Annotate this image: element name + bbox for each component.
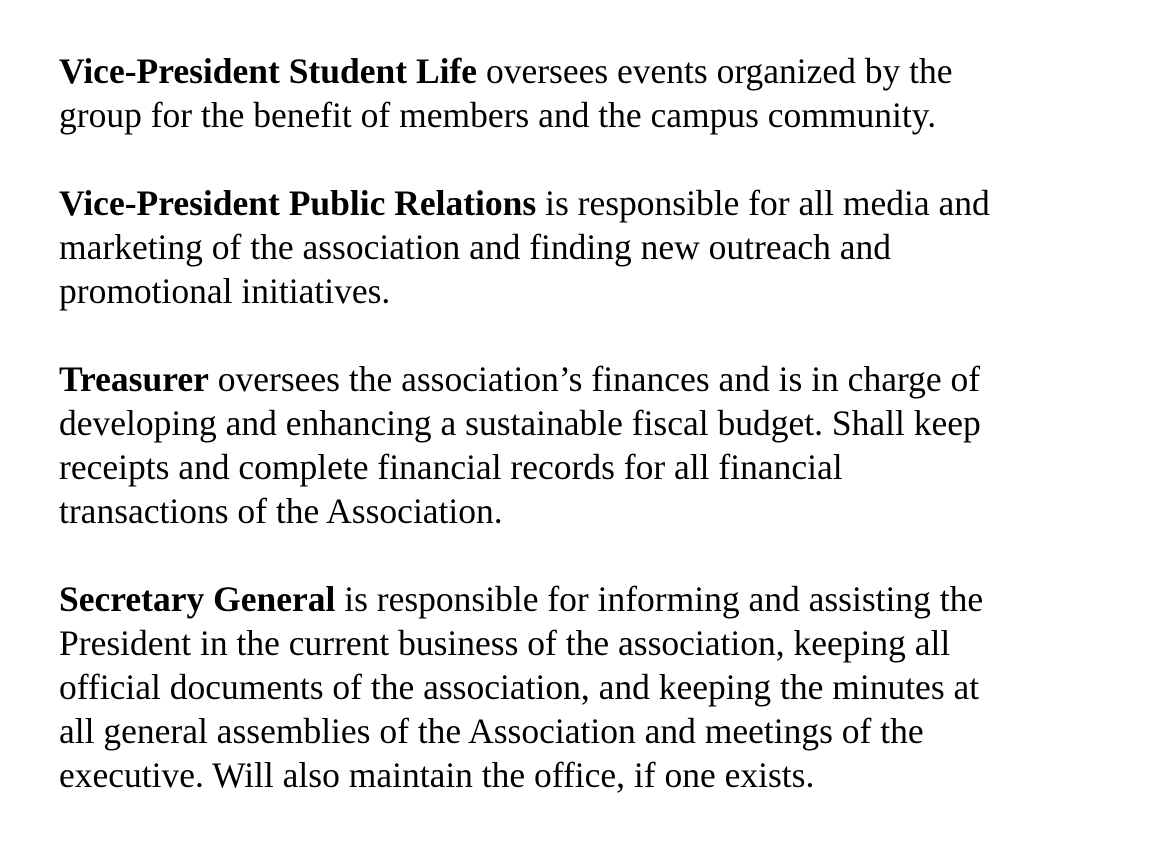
- paragraph-vp-public-relations: [59, 181, 1139, 313]
- text-line: executive. Will also maintain the office, if one exists.: [59, 755, 815, 795]
- role-description: is responsible for informing and assisting the: [335, 579, 984, 619]
- text-line: [59, 577, 1139, 621]
- text-line: receipts and complete financial records for all financial: [59, 447, 843, 487]
- text-line: [59, 357, 1139, 401]
- text-line: [59, 49, 1139, 93]
- text-line: official documents of the association, and keeping the minutes at: [59, 667, 980, 707]
- text-line: transactions of the Association.: [59, 491, 503, 531]
- text-line: promotional initiatives.: [59, 271, 391, 311]
- paragraph-treasurer: [59, 357, 1139, 533]
- text-line: all general assemblies of the Association and meetings of the: [59, 711, 924, 751]
- paragraph-vp-student-life: [59, 49, 1139, 137]
- role-description: is responsible for all media and: [536, 183, 990, 223]
- text-line: President in the current business of the association, keeping all: [59, 623, 951, 663]
- role-description: oversees events organized by the: [477, 51, 953, 91]
- text-line: group for the benefit of members and the campus community.: [59, 95, 937, 135]
- paragraph-secretary-general: [59, 577, 1139, 797]
- role-title: Vice-President Public Relations: [59, 183, 537, 223]
- role-title: Vice-President Student Life: [59, 51, 478, 91]
- role-title: Secretary General: [59, 579, 336, 619]
- document-body: [59, 49, 1139, 841]
- text-line: marketing of the association and finding new outreach and: [59, 227, 892, 267]
- text-line: developing and enhancing a sustainable fiscal budget. Shall keep: [59, 403, 981, 443]
- text-line: [59, 181, 1139, 225]
- role-title: Treasurer: [59, 359, 209, 399]
- role-description: oversees the association’s finances and is in charge of: [208, 359, 981, 399]
